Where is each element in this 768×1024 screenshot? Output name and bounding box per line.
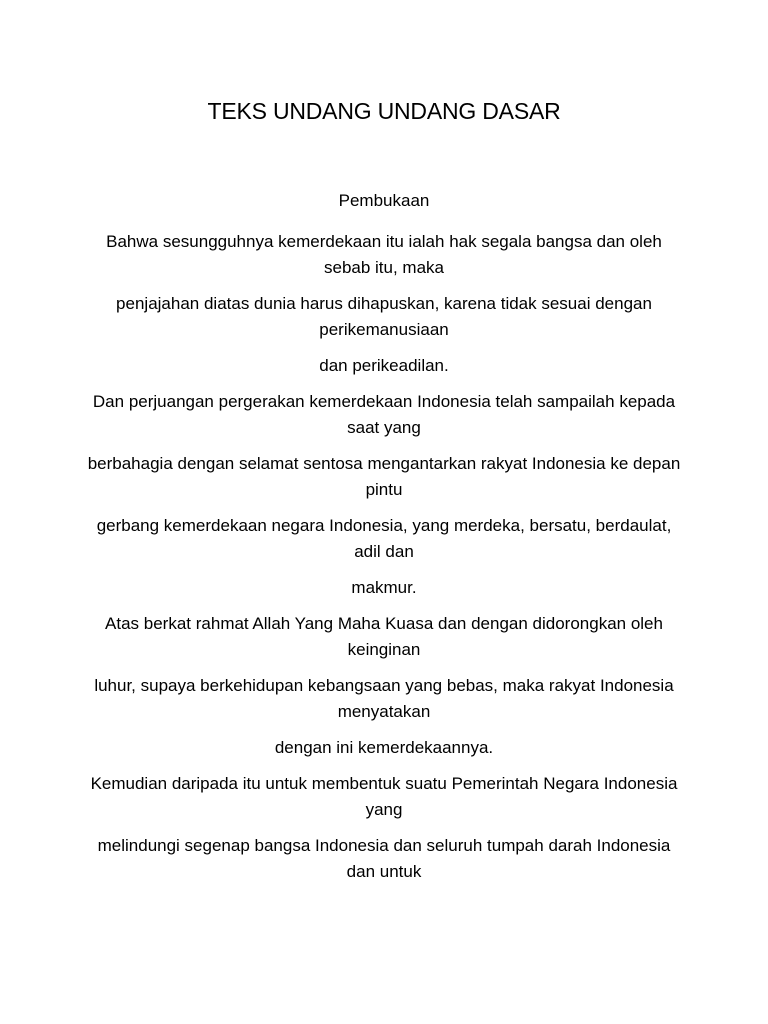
document-body (84, 229, 684, 895)
section-heading: Pembukaan (338, 191, 430, 210)
paragraph: penjajahan diatas dunia harus dihapuskan, karena tidak sesuai dengan perikemanusiaan (116, 294, 652, 339)
paragraph: berbahagia dengan selamat sentosa mengantarkan rakyat Indonesia ke depan pintu (87, 454, 681, 499)
paragraph: Kemudian daripada itu untuk membentuk suatu Pemerintah Negara Indonesia yang (90, 774, 678, 819)
paragraph: Bahwa sesungguhnya kemerdekaan itu ialah hak segala bangsa dan oleh sebab itu, maka (106, 232, 662, 277)
document-title: TEKS UNDANG UNDANG DASAR (207, 98, 561, 124)
paragraph: luhur, supaya berkehidupan kebangsaan yang bebas, maka rakyat Indonesia menyatakan (94, 676, 674, 721)
paragraph: Atas berkat rahmat Allah Yang Maha Kuasa dan dengan didorongkan oleh keinginan (105, 614, 663, 659)
paragraph: Dan perjuangan pergerakan kemerdekaan Indonesia telah sampailah kepada saat yang (92, 392, 676, 437)
paragraph: dan perikeadilan. (319, 356, 449, 375)
paragraph: makmur. (351, 578, 417, 597)
paragraph: dengan ini kemerdekaannya. (274, 738, 494, 757)
paragraph: gerbang kemerdekaan negara Indonesia, yang merdeka, bersatu, berdaulat, adil dan (96, 516, 672, 561)
paragraph: melindungi segenap bangsa Indonesia dan seluruh tumpah darah Indonesia dan untuk (97, 836, 671, 881)
